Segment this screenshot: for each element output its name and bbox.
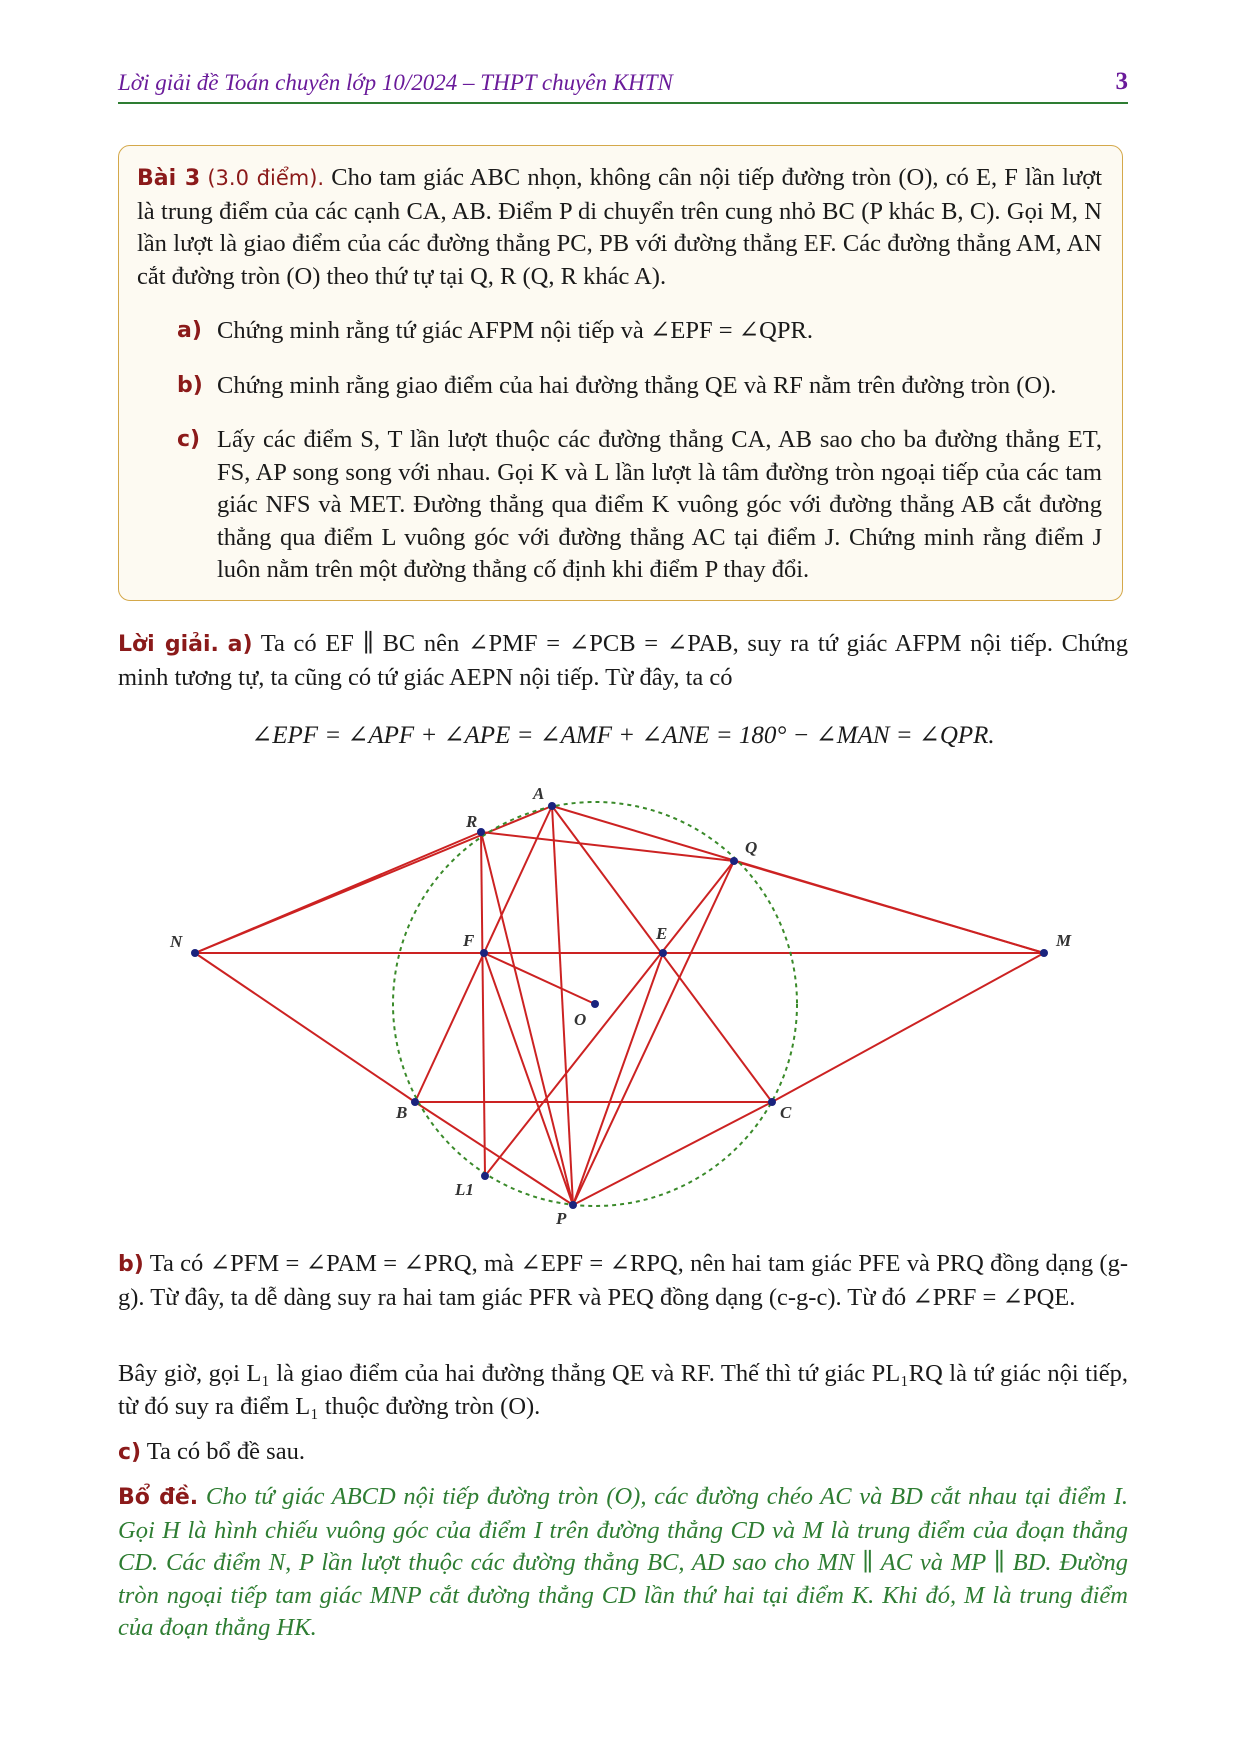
point-label: E	[656, 924, 668, 943]
equation: ∠EPF = ∠APF + ∠APE = ∠AMF + ∠ANE = 180° − ∠MAN = ∠QPR.	[251, 722, 995, 749]
point-label: Q	[745, 838, 758, 857]
point-label: M	[1056, 931, 1072, 950]
problem-text: Cho tam giác ABC nhọn, không cân nội tiếp đường tròn (O), có E, F lần lượt là trung điểm của các cạnh CA, AB. Điểm P di chuyển trên cung nhỏ BC (P khác B, C). Gọi M, N lần lượt là giao điểm của các đường thẳng PC, PB với đường thẳng EF. Các đường thẳng AM, AN cắt đường tròn (O) theo thứ tự tại Q, R (Q, R khác A).	[137, 164, 1102, 290]
point-label: L1	[455, 1180, 474, 1199]
page-number: 3	[1115, 68, 1128, 95]
solution-part-a	[118, 628, 1128, 694]
solution-part-c	[118, 1436, 1128, 1470]
point-label: C	[780, 1103, 792, 1122]
solution-a-label: a)	[227, 632, 253, 657]
point-label: P	[556, 1209, 567, 1228]
solution-b-label: b)	[118, 1252, 144, 1277]
point-label: R	[466, 812, 478, 831]
part-text: Lấy các điểm S, T lần lượt thuộc các đường thẳng CA, AB sao cho ba đường thẳng ET, FS, AP song song với nhau. Gọi K và L lần lượt là tâm đường tròn ngoại tiếp của các tam giác NFS và MET. Đường thẳng qua điểm K vuông góc với đường thẳng AB cắt đường thẳng qua điểm L vuông góc với đường thẳng AC tại điểm J. Chứng minh rằng điểm J luôn nằm trên một đường thẳng cố định khi điểm P thay đổi.	[217, 426, 1102, 583]
solution-c-text: Ta có bổ đề sau.	[146, 1438, 305, 1465]
page-header	[118, 66, 1128, 104]
point-label: B	[396, 1103, 408, 1122]
solution-a-text: Ta có EF ∥ BC nên ∠PMF = ∠PCB = ∠PAB, suy ra tứ giác AFPM nội tiếp. Chứng minh tương tự, ta cũng có tứ giác AEPN nội tiếp. Từ đây, ta có	[118, 630, 1128, 691]
problem-part-b	[137, 370, 1102, 403]
solution-b-text: Ta có ∠PFM = ∠PAM = ∠PRQ, mà ∠EPF = ∠RPQ, nên hai tam giác PFE và PRQ đồng dạng (g-g). Từ đây, ta dễ dàng suy ra hai tam giác PFR và PEQ đồng dạng (c-g-c). Từ đó ∠PRF = ∠PQE.	[118, 1250, 1128, 1311]
part-label: a)	[177, 318, 202, 343]
solution-part-b-continued: Bây giờ, gọi L₁ là giao điểm của hai đường thẳng QE và RF. Thế thì tứ giác PL₁RQ là tứ giác nội tiếp, từ đó suy ra điểm L₁ thuộc đường tròn (O).	[118, 1360, 1128, 1420]
problem-part-a	[137, 315, 1102, 348]
lemma	[118, 1481, 1128, 1645]
solution-c-label: c)	[118, 1440, 142, 1465]
problem-part-c	[137, 424, 1102, 587]
point-label: N	[170, 932, 183, 951]
part-text: Chứng minh rằng tứ giác AFPM nội tiếp và ∠EPF = ∠QPR.	[217, 317, 813, 344]
part-label: c)	[177, 427, 201, 452]
problem-box	[118, 145, 1123, 601]
point-label: F	[463, 931, 475, 950]
part-label: b)	[177, 372, 203, 398]
solution-part-b	[118, 1248, 1128, 1314]
solution-label: Lời giải.	[118, 632, 219, 657]
lemma-label: Bổ đề.	[118, 1485, 199, 1510]
part-text: Chứng minh rằng giao điểm của hai đường thẳng QE và RF nằm trên đường tròn (O).	[217, 371, 1057, 399]
lemma-text: Cho tứ giác ABCD nội tiếp đường tròn (O), các đường chéo AC và BD cắt nhau tại điểm I. Gọi H là hình chiếu vuông góc của điểm I trên đường thẳng CD và M là trung điểm của đoạn thẳng CD. Các điểm N, P lần lượt thuộc các đường thẳng BC, AD sao cho MN ∥ AC và MP ∥ BD. Đường tròn ngoại tiếp tam giác MNP cắt đường thẳng CD lần thứ hai tại điểm K. Khi đó, M là trung điểm của đoạn thẳng HK.	[118, 1483, 1129, 1641]
header-title: Lời giải đề Toán chuyên lớp 10/2024 – THPT chuyên KHTN	[118, 70, 673, 95]
problem-points: (3.0 điểm).	[207, 166, 325, 190]
point-label: A	[533, 784, 545, 803]
problem-statement	[137, 162, 1102, 293]
point-label: O	[574, 1010, 587, 1029]
geometry-figure	[0, 770, 1241, 1230]
problem-label: Bài 3	[137, 166, 201, 191]
